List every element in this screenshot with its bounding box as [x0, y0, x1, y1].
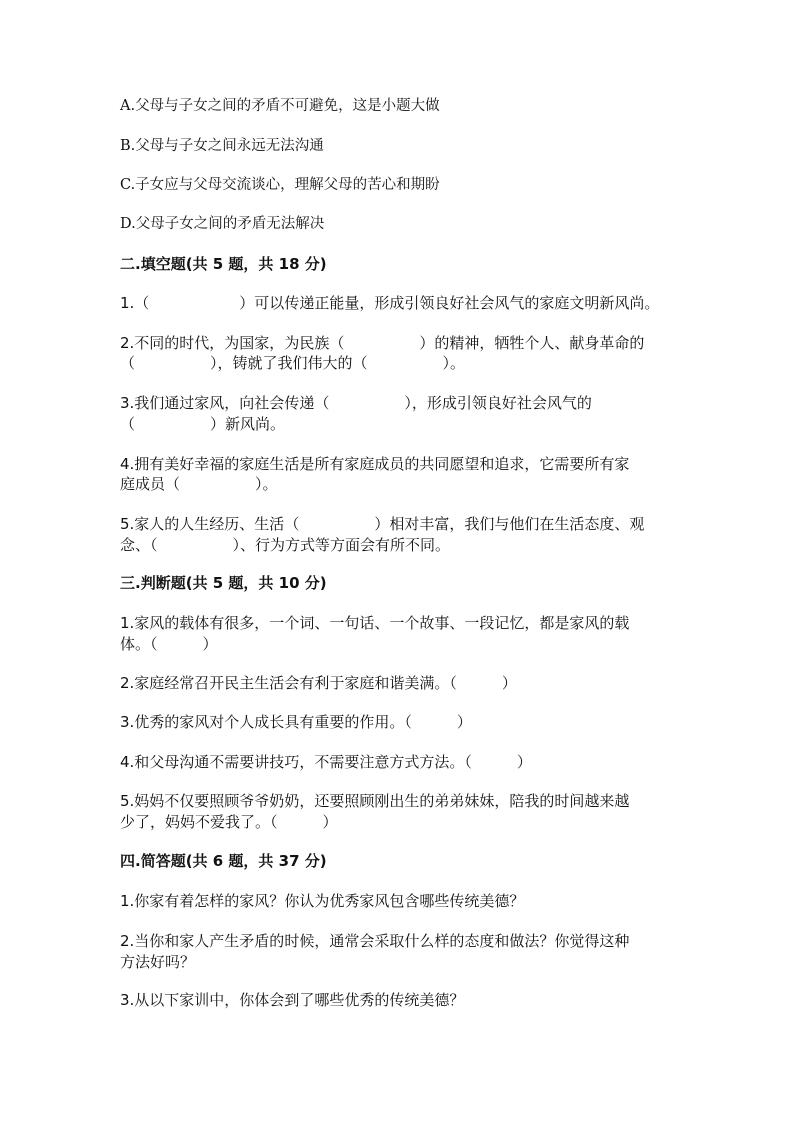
judgment-q5-line1: 5.妈妈不仅要照顾爷爷奶奶，还要照顾刚出生的弟弟妹妹，陪我的时间越来越 — [120, 792, 630, 810]
fill-blank-q3-line2: （ ）新风尚。 — [120, 415, 286, 433]
fill-blank-heading: 二.填空题(共 5 题，共 18 分) — [120, 255, 327, 273]
option-a: A.父母与子女之间的矛盾不可避免，这是小题大做 — [120, 98, 440, 114]
option-c: C.子女应与父母交流谈心，理解父母的苦心和期盼 — [120, 177, 440, 193]
fill-blank-q3-line1: 3.我们通过家风，向社会传递（ ），形成引领良好社会风气的 — [120, 394, 592, 412]
short-answer-q3: 3.从以下家训中，你体会到了哪些优秀的传统美德？ — [120, 991, 465, 1009]
judgment-q3: 3.优秀的家风对个人成长具有重要的作用。（ ） — [120, 713, 472, 731]
fill-blank-q2-line1: 2.不同的时代，为国家，为民族（ ）的精神，牺牲个人、献身革命的 — [120, 334, 645, 352]
judgment-q2: 2.家庭经常召开民主生活会有利于家庭和谐美满。（ ） — [120, 674, 517, 692]
fill-blank-q4-line1: 4.拥有美好幸福的家庭生活是所有家庭成员的共同愿望和追求，它需要所有家 — [120, 455, 630, 473]
judgment-q4: 4.和父母沟通不需要讲技巧，不需要注意方式方法。（ ） — [120, 753, 532, 771]
short-answer-heading: 四.简答题(共 6 题，共 37 分) — [120, 852, 327, 870]
short-answer-q1: 1.你家有着怎样的家风？你认为优秀家风包含哪些传统美德？ — [120, 892, 525, 910]
short-answer-q2-line1: 2.当你和家人产生矛盾的时候，通常会采取什么样的态度和做法？你觉得这种 — [120, 932, 630, 950]
fill-blank-q1: 1.（ ）可以传递正能量，形成引领良好社会风气的家庭文明新风尚。 — [120, 294, 660, 312]
short-answer-q2-line2: 方法好吗？ — [120, 953, 196, 971]
option-d: D.父母子女之间的矛盾无法解决 — [120, 216, 325, 232]
fill-blank-q5-line2: 念、（ ）、行为方式等方面会有所不同。 — [120, 536, 451, 554]
judgment-q1-line2: 体。（ ） — [120, 635, 218, 653]
fill-blank-q2-line2: （ ），铸就了我们伟大的（ ）。 — [120, 354, 466, 372]
judgment-q5-line2: 少了，妈妈不爱我了。（ ） — [120, 813, 338, 831]
judgment-q1-line1: 1.家风的载体有很多，一个词、一句话、一个故事、一段记忆，都是家风的载 — [120, 614, 630, 632]
fill-blank-q5-line1: 5.家人的人生经历、生活（ ）相对丰富，我们与他们在生活态度、观 — [120, 515, 645, 533]
judgment-heading: 三.判断题(共 5 题，共 10 分) — [120, 574, 327, 592]
fill-blank-q4-line2: 庭成员（ ）。 — [120, 475, 278, 493]
option-b: B.父母与子女之间永远无法沟通 — [120, 138, 324, 154]
